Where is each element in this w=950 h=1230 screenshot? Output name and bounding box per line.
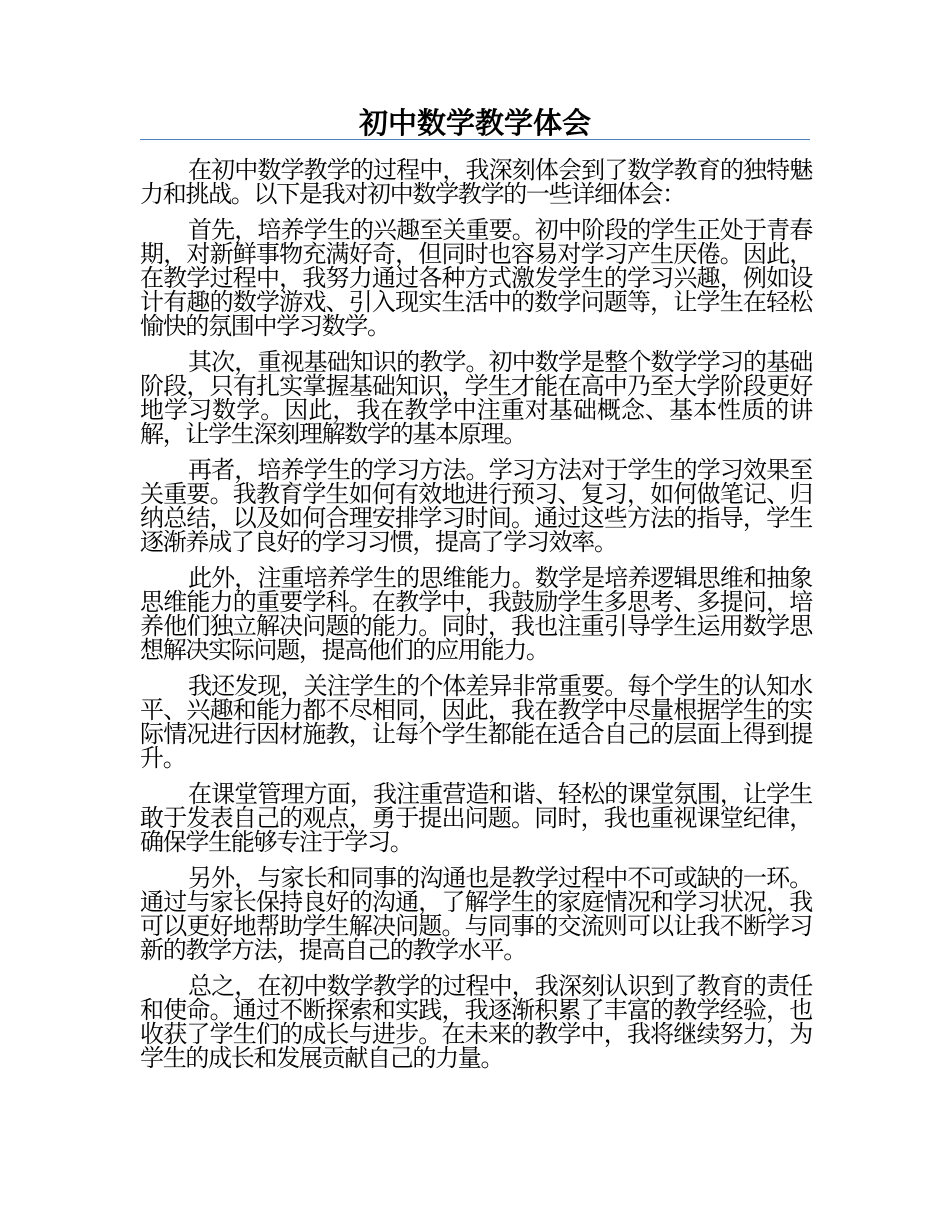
paragraph-basics: 其次，重视基础知识的教学。初中数学是整个数学学习的基础阶段，只有扎实掌握基础知识，学生才能在高中乃至大学阶段更好地学习数学。因此，我在教学中注重对基础概念、基本性质的讲解，让学生深刻理解数学的基本原理。 xyxy=(140,348,812,448)
document-title: 初中数学教学体会 xyxy=(358,106,591,140)
paragraph-intro: 在初中数学教学的过程中，我深刻体会到了数学教育的独特魅力和挑战。以下是我对初中数学教学的一些详细体会： xyxy=(140,156,812,208)
paragraph-classroom: 在课堂管理方面，我注重营造和谐、轻松的课堂氛围，让学生敢于发表自己的观点，勇于提出问题。同时，我也重视课堂纪律，确保学生能够专注于学习。 xyxy=(140,780,812,856)
paragraph-interest: 首先，培养学生的兴趣至关重要。初中阶段的学生正处于青春期，对新鲜事物充满好奇，但同时也容易对学习产生厌倦。因此，在教学过程中，我努力通过各种方式激发学生的学习兴趣，例如设计有趣的数学游戏、引入现实生活中的数学问题等，让学生在轻松愉快的氛围中学习数学。 xyxy=(140,216,812,340)
paragraph-methods: 再者，培养学生的学习方法。学习方法对于学生的学习效果至关重要。我教育学生如何有效地进行预习、复习，如何做笔记、归纳总结，以及如何合理安排学习时间。通过这些方法的指导，学生逐渐养成了良好的学习习惯，提高了学习效率。 xyxy=(140,456,812,556)
document-body xyxy=(140,158,812,1082)
paragraph-conclusion: 总之，在初中数学教学的过程中，我深刻认识到了教育的责任和使命。通过不断探索和实践，我逐渐积累了丰富的教学经验，也收获了学生们的成长与进步。在未来的教学中，我将继续努力，为学生的成长和发展贡献自己的力量。 xyxy=(140,972,812,1072)
paragraph-communication: 另外，与家长和同事的沟通也是教学过程中不可或缺的一环。通过与家长保持良好的沟通，了解学生的家庭情况和学习状况，我可以更好地帮助学生解决问题。与同事的交流则可以让我不断学习新的教学方法，提高自己的教学水平。 xyxy=(140,864,812,964)
paragraph-differences: 我还发现，关注学生的个体差异非常重要。每个学生的认知水平、兴趣和能力都不尽相同，因此，我在教学中尽量根据学生的实际情况进行因材施教，让每个学生都能在适合自己的层面上得到提升。 xyxy=(140,672,812,772)
paragraph-thinking: 此外，注重培养学生的思维能力。数学是培养逻辑思维和抽象思维能力的重要学科。在教学中，我鼓励学生多思考、多提问，培养他们独立解决问题的能力。同时，我也注重引导学生运用数学思想解决实际问题，提高他们的应用能力。 xyxy=(140,564,812,664)
title-underline xyxy=(140,139,810,140)
